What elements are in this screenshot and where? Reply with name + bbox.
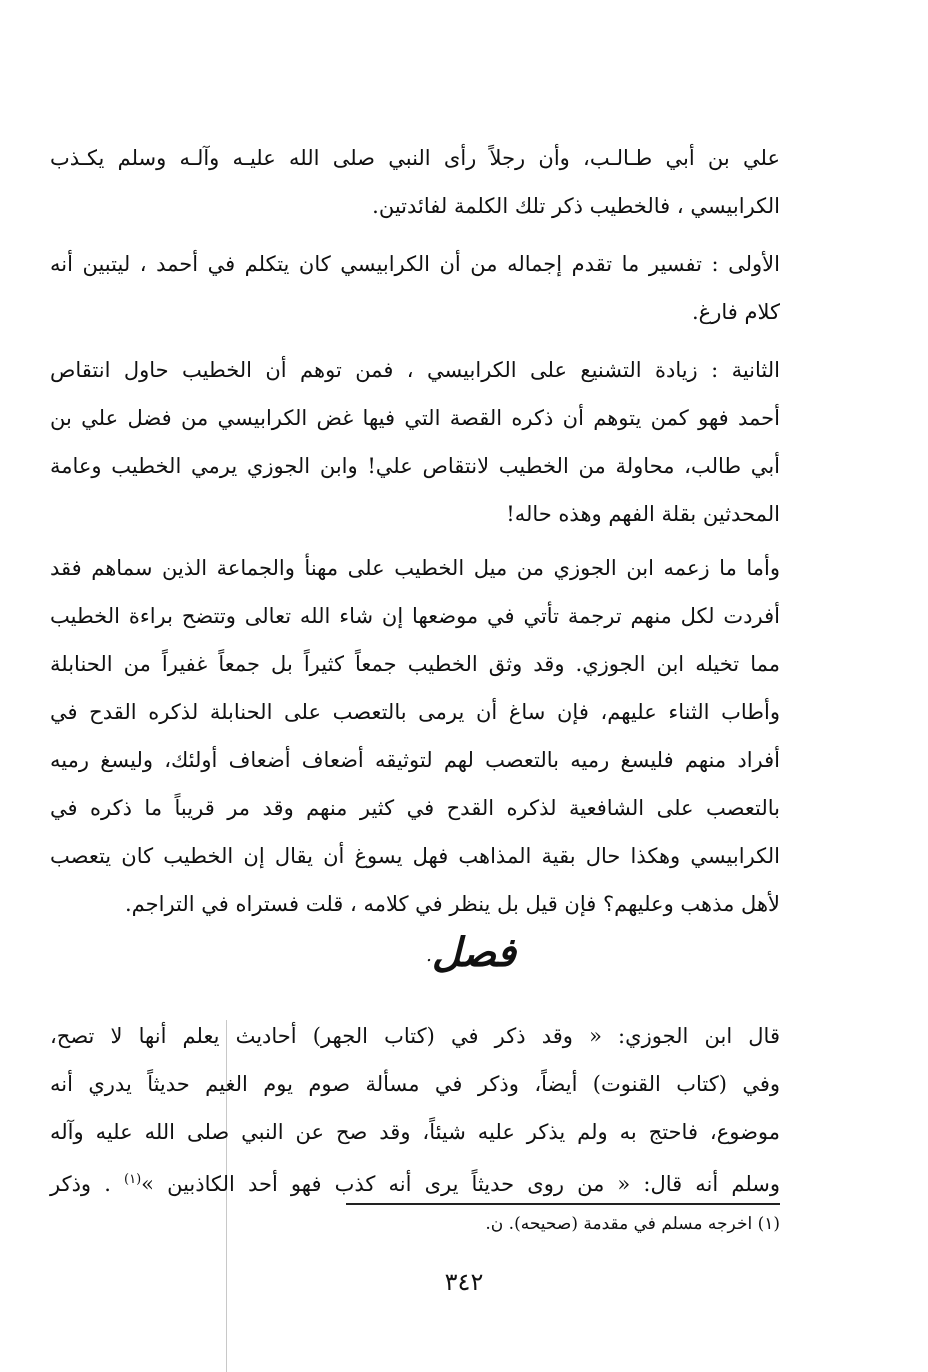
text-line: بالتعصب على الشافعية لذكره القدح في كثير منهم وقد مر قريباً ما ذكره في xyxy=(50,796,780,820)
paragraph-2 xyxy=(50,240,780,336)
paragraph-1 xyxy=(50,134,780,230)
text-line: وأطاب الثناء عليهم، فإن ساغ أن يرمى بالتعصب على الحنابلة لذكره القدح في xyxy=(50,700,780,724)
text-line: أفردت لكل منهم ترجمة تأتي في موضعها إن شاء الله تعالى وتتضح براءة الخطيب xyxy=(50,604,780,628)
paragraph-4 xyxy=(50,544,780,928)
text-line: وأما ما زعمه ابن الجوزي من ميل الخطيب على مهنأ والجماعة الذين سماهم فقد xyxy=(50,556,780,580)
text-line: الأولى : تفسير ما تقدم إجماله من أن الكرابيسي كان يتكلم في أحمد ، ليتبين أنه xyxy=(50,252,780,276)
heading-dot: . xyxy=(426,945,432,966)
text-segment: . وذكر xyxy=(50,1172,124,1196)
paragraph-3 xyxy=(50,346,780,538)
text-line: موضوع، فاحتج به ولم يذكر عليه شيئاً، وقد صح عن النبي صلى الله عليه وآله xyxy=(50,1120,780,1144)
text-line: أفراد منهم فليسغ رميه بالتعصب لهم لتوثيقه أضعاف أضعاف أولئك، وليسغ رميه xyxy=(50,748,780,772)
footnote: (١) اخرجه مسلم في مقدمة (صحيحه). ن. xyxy=(485,1214,780,1234)
text-line-with-footnote xyxy=(50,1156,780,1208)
footnote-divider xyxy=(346,1203,780,1205)
paragraph-5 xyxy=(50,1012,780,1208)
page-number: ٣٤٢ xyxy=(444,1268,484,1296)
text-line: أبي طالب، محاولة من الخطيب لانتقاص علي! وابن الجوزي يرمي الخطيب وعامة xyxy=(50,454,780,478)
text-line: الكرابيسي ، فالخطيب ذكر تلك الكلمة لفائدتين. xyxy=(372,194,780,218)
text-line: الكرابيسي وهكذا حال بقية المذاهب فهل يسوغ أن يقال إن الخطيب كان يتعصب xyxy=(50,844,780,868)
text-line: لأهل مذهب وعليهم؟ فإن قيل بل ينظر في كلامه ، قلت فستراه في التراجم. xyxy=(124,892,780,916)
text-line: أحمد فهو كمن يتوهم أن ذكره القصة التي فيها غض الكرابيسي من فضل علي بن xyxy=(50,406,780,430)
section-heading-text: فصل xyxy=(431,929,516,976)
text-line: وفي (كتاب القنوت) أيضاً، وذكر في مسألة صوم يوم الغيم حديثاً يدري أنه xyxy=(50,1072,780,1096)
text-line: مما تخيله ابن الجوزي. وقد وثق الخطيب جمعاً كثيراً بل جمعاً غفيراً من الحنابلة xyxy=(50,652,780,676)
text-line: علي بن أبي طـالـب، وأن رجلاً رأى النبي صلى الله عليـه وآلـه وسلم يكـذب xyxy=(50,146,780,170)
text-line: كلام فارغ. xyxy=(692,300,780,324)
text-line: قال ابن الجوزي: « وقد ذكر في (كتاب الجهر) أحاديث يعلم أنها لا تصح، xyxy=(50,1024,780,1048)
text-line: المحدثين بقلة الفهم وهذه حاله! xyxy=(506,502,780,526)
text-line: الثانية : زيادة التشنيع على الكرابيسي ، فمن توهم أن الخطيب حاول انتقاص xyxy=(50,358,780,382)
footnote-reference: (١) xyxy=(124,1172,142,1187)
text-segment: وسلم أنه قال: « من روى حديثاً يرى أنه كذب فهو أحد الكاذبين » xyxy=(141,1172,781,1196)
section-heading xyxy=(0,918,928,991)
